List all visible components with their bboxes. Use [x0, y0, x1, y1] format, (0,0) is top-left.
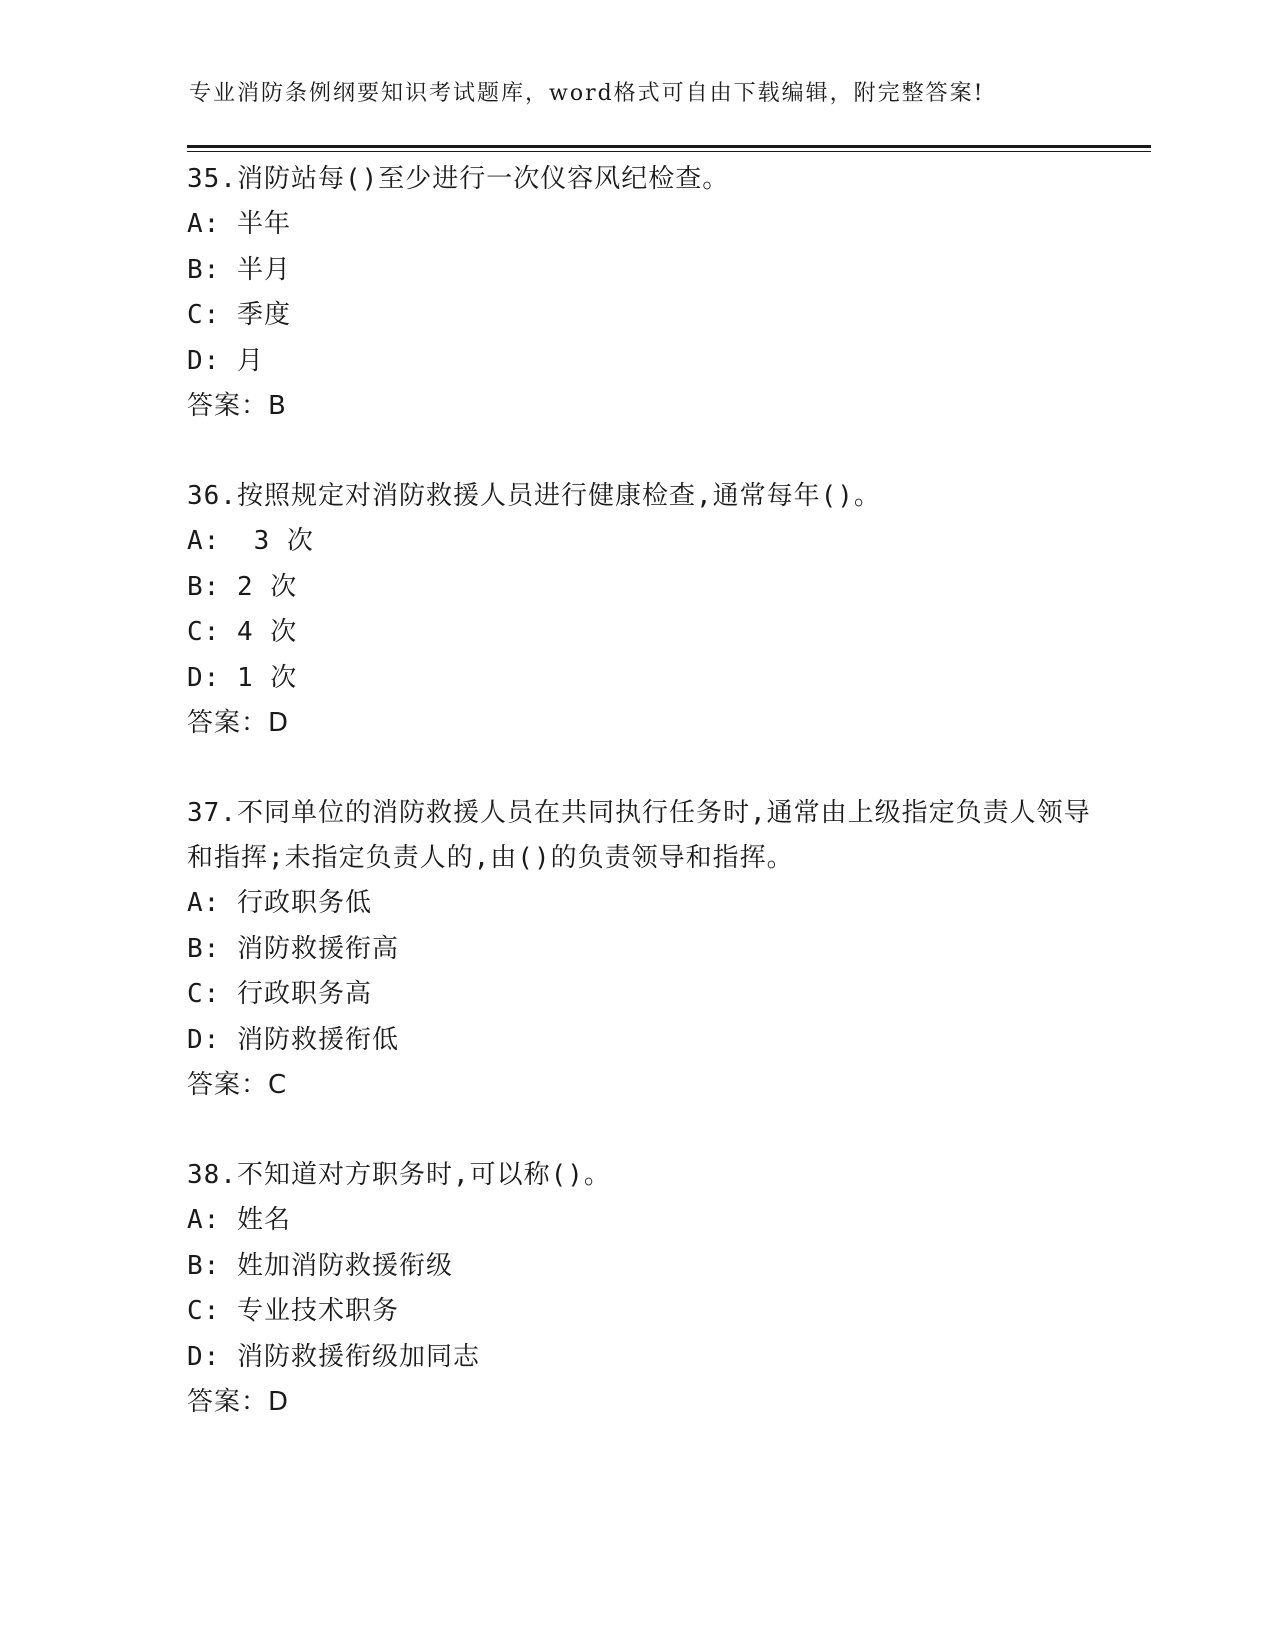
option-a: A: 3 次	[187, 526, 314, 556]
question-title: 35.消防站每()至少进行一次仪容风纪检查。	[187, 164, 730, 194]
header-rule-thin	[187, 151, 1151, 152]
option-d: D: 消防救援衔低	[187, 1024, 399, 1055]
option-a: A: 半年	[187, 209, 291, 239]
option-a: A: 行政职务低	[187, 888, 372, 918]
question-35	[187, 157, 1097, 429]
answer-label: 答案：D	[187, 708, 290, 738]
question-list	[187, 157, 1097, 1470]
page-header: 专业消防条例纲要知识考试题库，word格式可自由下载编辑，附完整答案!	[189, 81, 985, 106]
answer-label: 答案：C	[187, 1070, 288, 1100]
option-b: B: 消防救援衔高	[187, 933, 399, 964]
question-title: 38.不知道对方职务时,可以称()。	[187, 1160, 611, 1190]
answer-label: 答案：B	[187, 391, 287, 421]
option-b: B: 姓加消防救援衔级	[187, 1250, 453, 1281]
option-b: B: 半月	[187, 254, 291, 285]
option-c: C: 行政职务高	[187, 979, 372, 1009]
question-37	[187, 791, 1097, 1108]
option-c: C: 专业技术职务	[187, 1296, 399, 1326]
option-d: D: 1 次	[187, 662, 298, 693]
option-a: A: 姓名	[187, 1205, 291, 1235]
question-36	[187, 474, 1097, 746]
question-title: 36.按照规定对消防救援人员进行健康检查,通常每年()。	[187, 481, 881, 511]
option-c: C: 季度	[187, 300, 291, 330]
question-title: 37.不同单位的消防救援人员在共同执行任务时,通常由上级指定负责人领导和指挥;未指定负责人的,由()的负责领导和指挥。	[187, 798, 1091, 873]
question-38	[187, 1153, 1097, 1425]
option-d: D: 消防救援衔级加同志	[187, 1341, 480, 1372]
answer-label: 答案：D	[187, 1387, 290, 1417]
option-d: D: 月	[187, 345, 264, 376]
option-b: B: 2 次	[187, 571, 298, 602]
option-c: C: 4 次	[187, 617, 298, 647]
header-rule-thick	[187, 145, 1151, 148]
